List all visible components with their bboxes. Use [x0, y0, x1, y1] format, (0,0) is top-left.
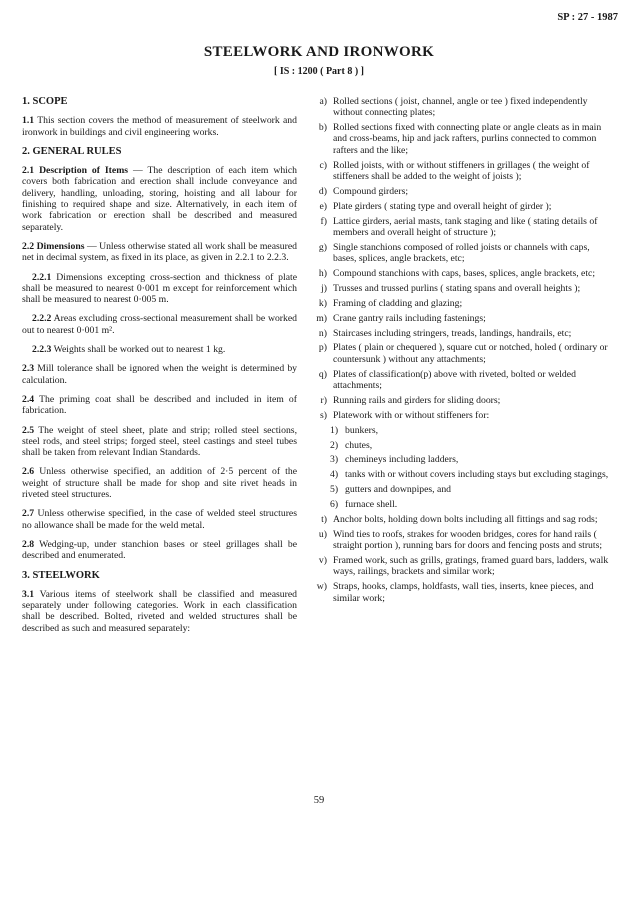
clause-text: — Unless otherwise stated all work shall be measured net in decimal system, as fixed in its place, as given in 2.2.1 to 2.2.3.	[22, 240, 298, 264]
list-item-label: u)	[318, 528, 327, 540]
sub-list-item-text: furnace shell.	[345, 499, 398, 511]
list-item	[310, 298, 612, 309]
list-item	[310, 395, 612, 406]
list-item-label: a)	[319, 96, 327, 107]
list-item-text: Rolled sections fixed with connecting plate or angle cleats as in main and cross-beams, hip and jack rafters, purlins connected to common rafters and the like;	[333, 122, 602, 156]
list-item-text: Plates of classification(p) above with riveted, bolted or welded attachments;	[333, 368, 576, 391]
list-item	[310, 555, 612, 578]
list-item	[310, 581, 612, 604]
page-title: STEELWORK AND IRONWORK	[203, 44, 435, 60]
list-item-label: b)	[318, 122, 327, 134]
list-item-label: g)	[318, 241, 327, 253]
clause-2-3	[22, 363, 297, 386]
list-item-text: Straps, hooks, clamps, holdfasts, wall ties, inserts, knee pieces, and similar work;	[333, 581, 594, 604]
clause-number: 2.6	[22, 466, 35, 478]
right-column	[310, 96, 612, 607]
clause-number: 2.3	[22, 363, 35, 375]
list-item-text: Framed work, such as grills, gratings, framed guard bars, ladders, walk ways, railings, brackets and similar work;	[333, 555, 609, 578]
clause-3-1	[22, 589, 297, 634]
list-item-text: Plate girders ( stating type and overall height of girder );	[333, 200, 552, 212]
clause-number: 2.2.1	[32, 271, 52, 283]
sub-list-item	[330, 484, 612, 495]
clause-text: — The description of each item which covers both fabrication and erection shall include conveyance and delivery, handling, unloading, storing, hoisting and all labour for finishing to required shape and size. Alternatively, in each item of work fabrication or erection shall be described and measured separately.	[22, 165, 298, 233]
list-item	[310, 410, 612, 421]
classification-list-continued	[310, 514, 612, 604]
clause-number: 3.1	[22, 588, 35, 600]
list-item	[310, 328, 612, 339]
list-item	[310, 369, 612, 392]
list-item	[310, 242, 612, 265]
list-item-text: Plates ( plain or chequered ), square cut or notched, holed ( ordinary or countersunk ) without any attachments;	[333, 342, 608, 365]
list-item-text: Compound stanchions with caps, bases, splices, angle brackets, etc;	[333, 268, 596, 280]
list-item	[310, 201, 612, 212]
clause-number: 2.4	[22, 393, 35, 405]
sub-list-item-label: 5)	[330, 484, 339, 496]
sub-list-item-label: 2)	[330, 439, 339, 451]
sub-list-item	[330, 425, 612, 436]
sub-list-item	[330, 440, 612, 451]
clause-text: Wedging-up, under stanchion bases or steel grillages shall be described and enumerated.	[22, 538, 298, 562]
list-item-label: s)	[320, 409, 327, 421]
sub-list-item-label: 3)	[330, 454, 339, 466]
clause-2-2-2	[22, 313, 297, 336]
standard-reference: [ IS : 1200 ( Part 8 ) ]	[274, 66, 364, 77]
clause-heading: Description of Items	[39, 165, 129, 177]
clause-heading: Dimensions	[36, 240, 85, 252]
clause-number: 2.1	[22, 165, 35, 177]
clause-number: 2.7	[22, 508, 35, 520]
list-item-label: c)	[319, 159, 327, 171]
clause-2-2-3	[22, 344, 297, 355]
list-item-text: Trusses and trussed purlins ( stating spans and overall heights );	[333, 282, 581, 294]
list-item-label: n)	[318, 327, 327, 339]
list-item-label: e)	[319, 200, 327, 212]
sub-list-item-text: gutters and downpipes, and	[345, 484, 452, 496]
clause-text: Unless otherwise specified, an addition of 2·5 percent of the weight of structure shall be made for shop and site rivet heads in riveted steel structures.	[22, 466, 297, 501]
clause-2-6	[22, 466, 297, 500]
list-item-text: Single stanchions composed of rolled joists or channels with caps, bases, splices, angle brackets, etc;	[333, 241, 590, 265]
list-item-text: Staircases including stringers, treads, landings, handrails, etc;	[333, 327, 572, 339]
list-item	[310, 313, 612, 324]
clause-number: 2.2.2	[32, 313, 52, 325]
clause-text: Dimensions excepting cross-section and thickness of plate shall be measured to nearest 0·001 m except for reinforcement which shall be measured to nearest 0·005 m.	[22, 271, 297, 306]
sub-list-item-text: chutes,	[345, 439, 373, 451]
sub-list-item	[330, 469, 612, 480]
list-item-text: Wind ties to roofs, strakes for wooden bridges, cores for hand rails ( straight portion ), running bars for doors and fencing posts and struts;	[333, 528, 603, 552]
list-item-label: m)	[316, 312, 327, 324]
list-item-label: q)	[318, 368, 327, 380]
clause-number: 2.5	[22, 424, 35, 436]
clause-2-2-1	[22, 272, 297, 306]
section-heading-general-rules: 2. GENERAL RULES	[22, 145, 122, 157]
clause-2-2	[22, 241, 297, 264]
platework-sublist	[310, 425, 612, 511]
section-heading-steelwork: 3. STEELWORK	[22, 569, 100, 581]
page-number: 59	[313, 795, 325, 806]
list-item	[310, 283, 612, 294]
clause-1-1	[22, 115, 297, 138]
list-item-text: Lattice girders, aerial masts, tank staging and like ( stating details of members and overall height of structure );	[333, 215, 598, 238]
list-item-label: f)	[320, 215, 327, 227]
clause-2-5	[22, 425, 297, 459]
clause-number: 2.2	[22, 240, 35, 252]
list-item	[310, 342, 612, 365]
section-heading-scope: 1. SCOPE	[22, 96, 68, 107]
clause-text: This section covers the method of measurement of steelwork and ironwork in buildings and civil engineering works.	[22, 115, 297, 138]
clause-2-1	[22, 165, 297, 233]
sub-list-item-label: 1)	[330, 424, 339, 436]
clause-text: Weights shall be worked out to nearest 1 kg.	[53, 344, 226, 356]
list-item-label: p)	[318, 342, 327, 354]
sub-list-item-text: bunkers,	[345, 424, 379, 436]
list-item-text: Platework with or without stiffeners for:	[333, 409, 490, 421]
list-item	[310, 160, 612, 183]
list-item-label: r)	[320, 394, 327, 406]
list-item	[310, 186, 612, 197]
list-item-text: Rolled joists, with or without stiffeners in grillages ( the weight of stiffeners shall be added to the weight of joists );	[333, 159, 590, 182]
document-reference: SP : 27 - 1987	[557, 12, 618, 23]
list-item	[310, 96, 612, 119]
clause-2-7	[22, 508, 297, 531]
list-item	[310, 529, 612, 552]
list-item	[310, 216, 612, 239]
list-item-text: Framing of cladding and glazing;	[333, 297, 463, 309]
list-item-label: d)	[318, 185, 327, 197]
left-column	[22, 96, 297, 642]
list-item-label: v)	[318, 555, 327, 567]
list-item	[310, 514, 612, 525]
sub-list-item-label: 6)	[330, 499, 339, 511]
sub-list-item	[330, 454, 612, 465]
clause-2-4	[22, 394, 297, 417]
list-item-text: Crane gantry rails including fastenings;	[333, 312, 486, 324]
clause-number: 2.8	[22, 538, 35, 550]
sub-list-item-text: chemineys including ladders,	[345, 454, 459, 466]
clause-text: The weight of steel sheet, plate and strip; rolled steel sections, steel rods, and steel strips; forged steel, steel castings and steel tubes shall be taken from relevant Indian Standards.	[22, 424, 297, 459]
list-item-text: Running rails and girders for sliding doors;	[333, 394, 501, 406]
clause-text: Areas excluding cross-sectional measurement shall be worked out to nearest 0·001 m².	[22, 313, 298, 336]
clause-2-8	[22, 539, 297, 562]
sub-list-item-label: 4)	[330, 469, 339, 481]
list-item-label: t)	[321, 513, 327, 525]
clause-text: Unless otherwise specified, in the case of welded steel structures no allowance shall be made for the weld metal.	[22, 508, 298, 531]
clause-text: The priming coat shall be described and included in item of fabrication.	[22, 393, 297, 417]
list-item-label: h)	[318, 268, 327, 280]
list-item	[310, 268, 612, 279]
list-item-label: j)	[321, 282, 327, 294]
classification-list	[310, 96, 612, 421]
sub-list-item-text: tanks with or without covers including stays but excluding stagings,	[345, 469, 609, 481]
list-item-text: Compound girders;	[333, 185, 409, 197]
list-item	[310, 122, 612, 156]
clause-number: 1.1	[22, 115, 35, 127]
list-item-label: w)	[316, 581, 327, 593]
sub-list-item	[330, 499, 612, 510]
list-item-label: k)	[318, 297, 327, 309]
list-item-text: Anchor bolts, holding down bolts including all fittings and sag rods;	[333, 513, 598, 525]
clause-text: Various items of steelwork shall be classified and measured separately under following categories. Work in each classification shall be described. Bolted, riveted and welded structures shall be described as such and measured separately:	[22, 588, 297, 634]
clause-text: Mill tolerance shall be ignored when the weight is determined by calculation.	[22, 363, 298, 386]
list-item-text: Rolled sections ( joist, channel, angle or tee ) fixed independently without connecting plates;	[333, 96, 588, 119]
clause-number: 2.2.3	[32, 344, 52, 356]
